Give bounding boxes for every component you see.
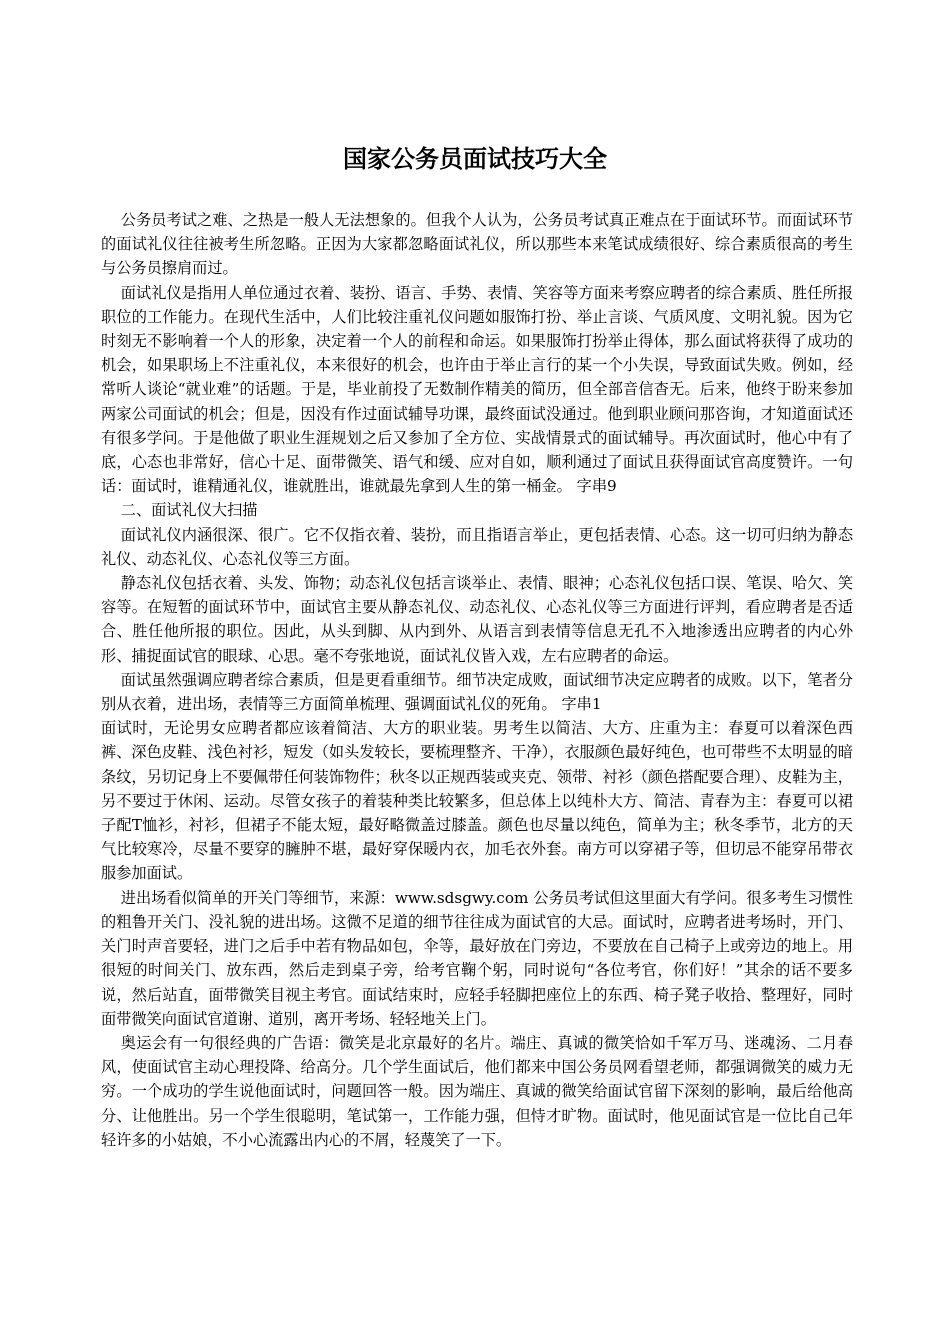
document-body <box>101 208 853 1152</box>
paragraph-etiquette-definition: 面试礼仪是指用人单位通过衣着、装扮、语言、手势、表情、笑容等方面来考察应聘者的综合素质、胜任所报职位的工作能力。在现代生活中，人们比较注重礼仪问题如服饰打扮、举止言谈、气质风度、文明礼貌。因为它时刻无不影响着一个人的形象，决定着一个人的前程和命运。如果服饰打扮举止得体，那么面试将获得了成功的机会，如果职场上不注重礼仪，本来很好的机会，也许由于举止言行的某一个小失误，导致面试失败。例如，经常听人谈论“就业难”的话题。于是，毕业前投了无数制作精美的简历，但全部音信杳无。后来，他终于盼来参加两家公司面试的机会；但是，因没有作过面试辅导功课，最终面试没通过。他到职业顾问那咨询，才知道面试还有很多学问。于是他做了职业生涯规划之后又参加了全方位、实战情景式的面试辅导。再次面试时，他心中有了底，心态也非常好，信心十足、面带微笑、语气和缓、应对自如，顺利通过了面试且获得面试官高度赞许。一句话：面试时，谁精通礼仪，谁就胜出，谁就最先拿到人生的第一桶金。 字串9 <box>101 283 853 496</box>
paragraph-entrance-exit: 进出场看似简单的开关门等细节，来源：www.sdsgwy.com 公务员考试但这里面大有学问。很多考生习惯性的粗鲁开关门、没礼貌的进出场。这微不足道的细节往往成为面试官的大忌。面试时，应聘者进考场时，开门、关门时声音要轻，进门之后手中若有物品如包，伞等，最好放在门旁边，不要放在自己椅子上或旁边的地上。用很短的时间关门、放东西，然后走到桌子旁，给考官鞠个躬，同时说句“各位考官，你们好！”其余的话不要多说，然后站直，面带微笑目视主考官。面试结束时，应轻手轻脚把座位上的东西、椅子凳子收拾、整理好，同时面带微笑向面试官道谢、道别，离开考场、轻轻地关上门。 <box>101 888 853 1028</box>
section-heading: 二、面试礼仪大扫描 <box>120 501 258 520</box>
paragraph-smile: 奥运会有一句很经典的广告语：微笑是北京最好的名片。端庄、真诚的微笑恰如千军万马、迷魂汤、二月春风，使面试官主动心理投降、给高分。几个学生面试后，他们都来中国公务员网看望老师，都强调微笑的威力无穷。一个成功的学生说他面试时，问题回答一般。因为端庄、真诚的微笑给面试官留下深刻的影响，最后给他高分、让他胜出。另一个学生很聪明，笔试第一，工作能力强，但恃才旷物。面试时，他见面试官是一位比自己年轻许多的小姑娘，不小心流露出内心的不屑，轻蔑笑了一下。 <box>101 1033 853 1149</box>
paragraph-attire: 面试时，无论男女应聘者都应该着简洁、大方的职业装。男考生以简洁、大方、庄重为主：春夏可以着深色西裤、深色皮鞋、浅色衬衫，短发（如头发较长，要梳理整齐、干净），衣服颜色最好纯色，也可带些不太明显的暗条纹，另切记身上不要佩带任何装饰物件；秋冬以正规西装或夹克、领带、衬衫（颜色搭配要合理）、皮鞋为主，另不要过于休闲、运动。尽管女孩子的着装种类比较繁多，但总体上以纯朴大方、简洁、青春为主：春夏可以裙子配T恤衫，衬衫，但裙子不能太短，最好略微盖过膝盖。颜色也尽量以纯色，简单为主；秋冬季节，北方的天气比较寒冷，尽量不要穿的臃肿不堪，最好穿保暖内衣，加毛衣外套。南方可以穿裙子等，但切忌不能穿吊带衣服参加面试。 <box>101 719 853 883</box>
paragraph-intro: 公务员考试之难、之热是一般人无法想象的。但我个人认为，公务员考试真正难点在于面试环节。而面试环节的面试礼仪往往被考生所忽略。正因为大家都忽略面试礼仪，所以那些本来笔试成绩很好、综合素质很高的考生与公务员擦肩而过。 <box>101 211 853 278</box>
paragraph-details: 面试虽然强调应聘者综合素质，但是更看重细节。细节决定成败，面试细节决定应聘者的成败。以下，笔者分别从衣着，进出场，表情等三方面简单梳理、强调面试礼仪的死角。 字串1 <box>101 670 853 714</box>
paragraph-etiquette-types: 静态礼仪包括衣着、头发、饰物；动态礼仪包括言谈举止、表情、眼神；心态礼仪包括口误、笔误、哈欠、笑容等。在短暂的面试环节中，面试官主要从静态礼仪、动态礼仪、心态礼仪等三方面进行评判，看应聘者是否适合、胜任他所报的职位。因此，从头到脚、从内到外、从语言到表情等信息无孔不入地渗透出应聘者的内心外形、捕捉面试官的眼球、心思。毫不夸张地说，面试礼仪皆入戏，左右应聘者的命运。 <box>101 574 853 665</box>
paragraph-etiquette-scope: 面试礼仪内涵很深、很广。它不仅指衣着、装扮，而且指语言举止，更包括表情、心态。这一切可归纳为静态礼仪、动态礼仪、心态礼仪等三方面。 <box>101 525 853 568</box>
document-title: 国家公务员面试技巧大全 <box>343 145 607 173</box>
